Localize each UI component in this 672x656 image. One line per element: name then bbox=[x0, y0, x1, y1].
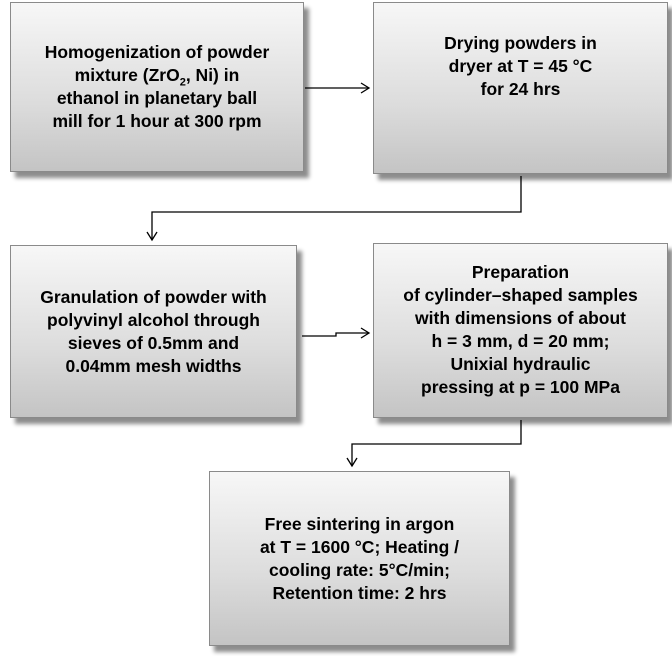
arrow-step4-to-step5 bbox=[352, 420, 521, 466]
arrowhead-step4-to-step5 bbox=[347, 458, 357, 466]
step1-formula-text: mixture (ZrO bbox=[74, 65, 180, 85]
step4-line6: pressing at p = 100 MPa bbox=[421, 376, 620, 397]
arrowhead-step3-to-step4 bbox=[361, 328, 369, 338]
step1-formula-tail: , Ni) in bbox=[185, 65, 240, 85]
step-drying-box bbox=[373, 2, 668, 174]
step1-line3: ethanol in planetary ball bbox=[56, 88, 258, 108]
arrow-step2-to-step3 bbox=[152, 176, 521, 240]
step4-line1: Preparation bbox=[471, 261, 570, 282]
arrowhead-step2-to-step3 bbox=[147, 232, 157, 240]
step-granulation-box bbox=[10, 245, 297, 418]
step5-line3: cooling rate: 5°C/min; bbox=[268, 559, 451, 580]
step4-line5: Unixial hydraulic bbox=[450, 353, 591, 374]
step1-formula-subscript: 2 bbox=[179, 76, 186, 89]
step4-line3: with dimensions of about bbox=[415, 307, 626, 328]
step-preparation-box bbox=[373, 243, 668, 418]
step3-line3: sieves of 0.5mm and bbox=[67, 332, 240, 353]
step3-line4: 0.04mm mesh widths bbox=[65, 355, 242, 376]
step2-line1: Drying powders in bbox=[444, 32, 597, 53]
step-sintering-box bbox=[209, 471, 510, 646]
step1-line1: Homogenization of powder bbox=[44, 42, 270, 62]
arrow-step3-to-step4 bbox=[302, 333, 369, 336]
step2-line3: for 24 hrs bbox=[480, 78, 561, 99]
step4-line2: of cylinder–shaped samples bbox=[403, 284, 638, 305]
step2-line2: dryer at T = 45 °C bbox=[448, 55, 593, 76]
arrowhead-step1-to-step2 bbox=[361, 83, 369, 93]
step1-line4: mill for 1 hour at 300 rpm bbox=[52, 111, 262, 131]
step5-line4: Retention time: 2 hrs bbox=[272, 582, 447, 603]
step5-line1: Free sintering in argon bbox=[264, 513, 455, 534]
step3-line2: polyvinyl alcohol through bbox=[47, 309, 260, 330]
step4-line4: h = 3 mm, d = 20 mm; bbox=[431, 330, 610, 351]
step5-line2: at T = 1600 °C; Heating / bbox=[259, 536, 460, 557]
step-homogenization-box bbox=[10, 2, 304, 172]
step3-line1: Granulation of powder with bbox=[40, 286, 267, 307]
step1-line2 bbox=[45, 64, 270, 87]
